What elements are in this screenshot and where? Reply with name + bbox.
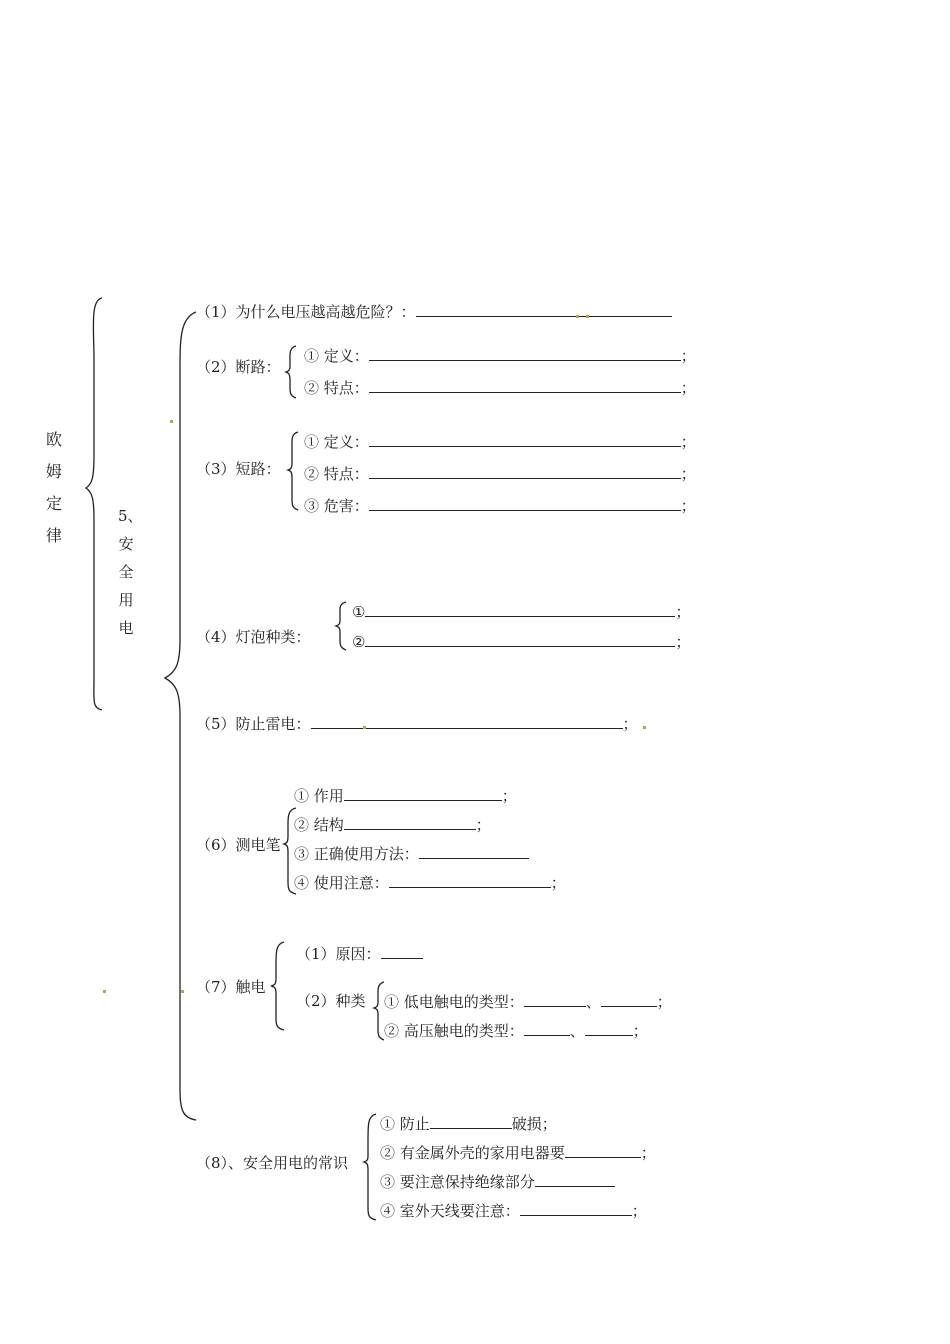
q5-label: （5）防止雷电： (196, 715, 311, 733)
q8-blank-3[interactable] (535, 1172, 615, 1187)
q3-blank-2[interactable] (369, 464, 681, 479)
q8-sub-3: ③ 要注意保持绝缘部分 (380, 1172, 615, 1191)
q4-blank-1[interactable] (365, 602, 675, 617)
q4-sub-2: ② ； (352, 633, 691, 651)
q6-blank-1[interactable] (344, 786, 502, 801)
q6-blank-4[interactable] (389, 873, 551, 888)
brace-q4 (336, 602, 346, 650)
q3-blank-1[interactable] (369, 432, 681, 447)
q8-sub-1: ① 防止 破损； (380, 1115, 557, 1133)
q6-sub-3: ③ 正确使用方法： (294, 844, 529, 863)
q6-sub-2: ② 结构 ； (294, 816, 491, 834)
q7-blank-1b[interactable] (601, 992, 657, 1007)
q7-reason-blank[interactable] (381, 944, 423, 959)
q5-row: （5）防止雷电： ； (196, 715, 638, 733)
q4-blank-2[interactable] (365, 632, 675, 647)
q7-blank-2a[interactable] (524, 1021, 570, 1036)
q3-label: （3）短路： (196, 460, 281, 478)
q3-blank-3[interactable] (369, 496, 681, 511)
scan-artifact (181, 990, 184, 993)
q4-sub-1: ① ； (352, 603, 691, 621)
q2-blank-1[interactable] (369, 346, 681, 361)
q1-label: （1）为什么电压越高越危险？： (196, 303, 416, 321)
scan-artifact (643, 726, 646, 729)
q7-blank-1a[interactable] (524, 992, 586, 1007)
brace-root (86, 298, 102, 710)
brace-q3 (288, 432, 298, 510)
q7-label: （7）触电 (196, 978, 266, 996)
q7-reason: （1）原因： (296, 944, 423, 963)
q2-label: （2）断路： (196, 358, 281, 376)
q3-sub-1: ① 定义： ； (304, 433, 696, 451)
q1-row (196, 302, 672, 321)
q8-blank-2[interactable] (565, 1143, 641, 1158)
q8-blank-1[interactable] (430, 1114, 512, 1129)
brace-q2 (286, 346, 296, 398)
q8-label: （8）、安全用电的常识 (196, 1154, 349, 1172)
scan-artifact (363, 726, 366, 729)
q6-blank-3[interactable] (419, 844, 529, 859)
scan-artifact (170, 420, 173, 423)
q8-sub-4: ④ 室外天线要注意： ； (380, 1202, 647, 1220)
scan-artifact (103, 990, 106, 993)
q7-kinds-label: （2）种类 (296, 992, 366, 1010)
q3-sub-2: ② 特点： ； (304, 465, 696, 483)
q2-sub-2: ② 特点： ； (304, 379, 696, 397)
brace-q7 (271, 942, 284, 1030)
scan-artifact (576, 315, 579, 318)
section-label: 安 全 用 电 (118, 535, 134, 637)
q6-label: （6）测电笔 (196, 836, 281, 854)
q2-blank-2[interactable] (369, 378, 681, 393)
q7-sub-2: ② 高压触电的类型： 、 ； (384, 1022, 648, 1040)
q1-blank[interactable] (416, 302, 672, 317)
brace-q7-kinds (374, 982, 384, 1040)
section-number: 5、 (118, 507, 143, 525)
q7-sub-1: ① 低电触电的类型： 、 ； (384, 993, 672, 1011)
q6-blank-2[interactable] (344, 815, 476, 830)
q3-sub-3: ③ 危害： ； (304, 497, 696, 515)
q7-blank-2b[interactable] (585, 1021, 633, 1036)
q8-blank-4[interactable] (520, 1201, 632, 1216)
brace-section (165, 312, 196, 1120)
q6-sub-1: ① 作用 ； (294, 787, 517, 805)
root-label: 欧 姆 定 律 (45, 430, 62, 545)
q5-blank[interactable] (311, 714, 623, 729)
q2-sub-1: ① 定义： ； (304, 347, 696, 365)
scan-artifact (586, 315, 589, 318)
q8-sub-2: ② 有金属外壳的家用电器要 ； (380, 1144, 656, 1162)
q4-label: （4）灯泡种类： (196, 628, 311, 646)
brace-q8 (364, 1114, 376, 1220)
q6-sub-4: ④ 使用注意： ； (294, 874, 566, 892)
